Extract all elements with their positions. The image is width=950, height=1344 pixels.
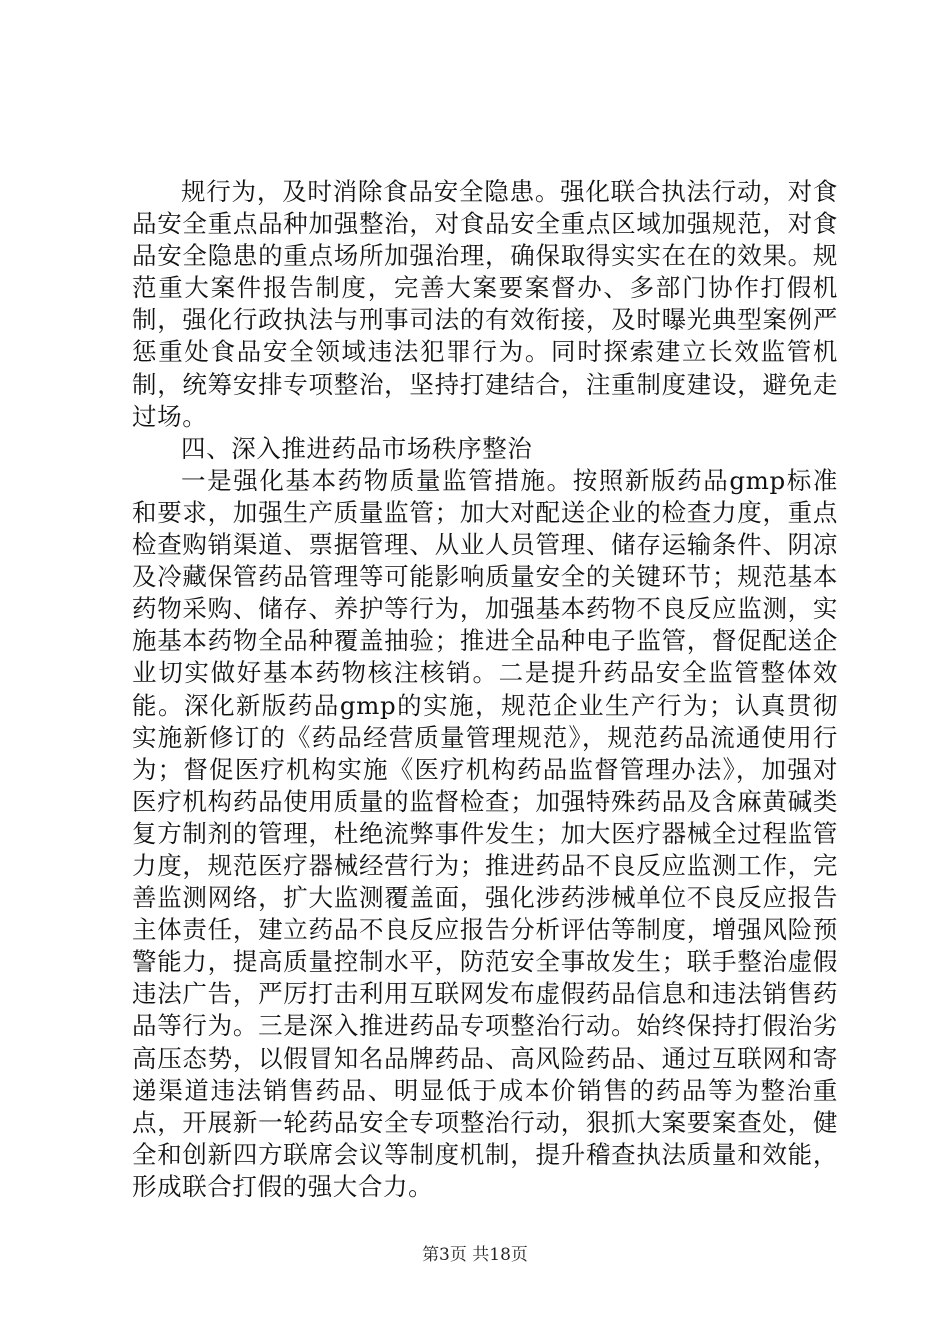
section-heading: 四、深入推进药品市场秩序整治 [181, 433, 533, 463]
page-footer: 第3页 共18页 [422, 1245, 528, 1265]
paragraph-food-safety: 规行为，及时消除食品安全隐患。强化联合执法行动，对食品安全重点品种加强整治，对食品安全重点区域加强规范，对食品安全隐患的重点场所加强治理，确保取得实实在在的效果。规范重大案件报告制度，完善大案要案督办、多部门协作打假机制，强化行政执法与刑事司法的有效衔接，及时曝光典型案例严惩重处食品安全领域违法犯罪行为。同时探索建立长效监管机制，统筹安排专项整治，坚持打建结合，注重制度建设，避免走过场。 [132, 177, 838, 431]
paragraph-drug-regulation: 一是强化基本药物质量监管措施。按照新版药品gmp标准和要求，加强生产质量监管；加大对配送企业的检查力度，重点检查购销渠道、票据管理、从业人员管理、储存运输条件、阴凉及冷藏保管药品管理等可能影响质量安全的关键环节；规范基本药物采购、储存、养护等行为，加强基本药物不良反应监测，实施基本药物全品种覆盖抽验；推进全品种电子监管，督促配送企业切实做好基本药物核注核销。二是提升药品安全监管整体效能。深化新版药品gmp的实施，规范企业生产行为；认真贯彻实施新修订的《药品经营质量管理规范》，规范药品流通使用行为；督促医疗机构实施《医疗机构药品监督管理办法》，加强对医疗机构药品使用质量的监督检查；加强特殊药品及含麻黄碱类复方制剂的管理，杜绝流弊事件发生；加大医疗器械全过程监管力度，规范医疗器械经营行为；推进药品不良反应监测工作，完善监测网络，扩大监测覆盖面，强化涉药涉械单位不良反应报告主体责任，建立药品不良反应报告分析评估等制度，增强风险预警能力，提高质量控制水平，防范安全事故发生；联手整治虚假违法广告，严厉打击利用互联网发布虚假药品信息和违法销售药品等行为。三是深入推进药品专项整治行动。始终保持打假治劣高压态势，以假冒知名品牌药品、高风险药品、通过互联网和寄递渠道违法销售药品、明显低于成本价销售的药品等为整治重点，开展新一轮药品安全专项整治行动，狠抓大案要案查处，健全和创新四方联席会议等制度机制，提升稽查执法质量和效能，形成联合打假的强大合力。 [132, 465, 838, 1201]
document-body [132, 176, 838, 1203]
